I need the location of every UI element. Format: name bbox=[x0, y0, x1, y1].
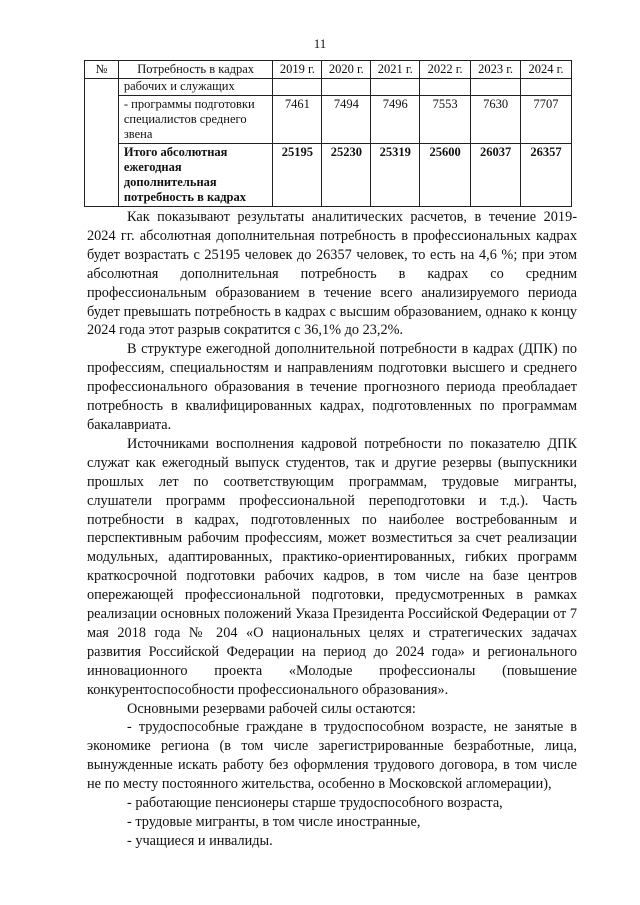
list-item: - трудоспособные граждане в трудоспособном возрасте, не занятые в экономике региона (в том числе зарегистрированные безработные, лица, вынужденные искать работу без оформления трудового договора, в том числе не по месту постоянного жительства, особенно в Московской агломерации), bbox=[87, 719, 577, 793]
header-2019: 2019 г. bbox=[273, 61, 322, 79]
staffing-needs-table bbox=[84, 60, 572, 207]
total-value-cell: 25230 bbox=[322, 144, 371, 207]
value-cell bbox=[371, 79, 420, 96]
body-text bbox=[87, 208, 577, 851]
row-number-cell bbox=[85, 79, 119, 207]
value-cell: 7553 bbox=[420, 96, 471, 144]
paragraph: В структуре ежегодной дополнительной потребности в кадрах (ДПК) по профессиям, специальностям и направлениям подготовки высшего и среднего профессионального образования в течение прогнозного периода преобладает потребность в квалифицированных кадрах, подготовленных по программам бакалавриата. bbox=[87, 341, 577, 433]
header-number: № bbox=[85, 61, 119, 79]
list-item: - трудовые мигранты, в том числе иностранные, bbox=[127, 814, 421, 830]
table-header-row bbox=[85, 61, 572, 79]
value-cell: 7630 bbox=[471, 96, 521, 144]
paragraph: Основными резервами рабочей силы остаются: bbox=[127, 700, 416, 717]
total-value-cell: 26037 bbox=[471, 144, 521, 207]
table-row bbox=[85, 79, 572, 96]
value-cell bbox=[420, 79, 471, 96]
total-value-cell: 25600 bbox=[420, 144, 471, 207]
value-cell bbox=[273, 79, 322, 96]
value-cell: 7707 bbox=[521, 96, 572, 144]
row-label: - программы подготовки специалистов среднего звена bbox=[118, 96, 273, 144]
paragraph: Как показывают результаты аналитических расчетов, в течение 2019-2024 гг. абсолютная дополнительная потребность в профессиональных кадрах будет возрастать с 25195 человек до 26357 человек, то есть на 4,6 %; при этом абсолютная дополнительная потребность в кадрах со средним профессиональным образованием в течение всего анализируемого периода будет превышать потребность в кадрах с высшим образованием, однако к концу 2024 года этот разрыв сократится с 36,1% до 23,2%. bbox=[87, 209, 577, 339]
header-2022: 2022 г. bbox=[420, 61, 471, 79]
total-value-cell: 25195 bbox=[273, 144, 322, 207]
value-cell bbox=[521, 79, 572, 96]
table-row bbox=[85, 96, 572, 144]
row-label: рабочих и служащих bbox=[118, 79, 273, 96]
value-cell: 7461 bbox=[273, 96, 322, 144]
value-cell: 7496 bbox=[371, 96, 420, 144]
value-cell bbox=[471, 79, 521, 96]
total-label: Итого абсолютная ежегодная дополнительная потребность в кадрах bbox=[118, 144, 273, 207]
total-row bbox=[85, 144, 572, 207]
header-2023: 2023 г. bbox=[471, 61, 521, 79]
list-item: - учащиеся и инвалиды. bbox=[127, 832, 273, 849]
header-need: Потребность в кадрах bbox=[118, 61, 273, 79]
header-2024: 2024 г. bbox=[521, 61, 572, 79]
value-cell bbox=[322, 79, 371, 96]
list-item: - работающие пенсионеры старше трудоспособного возраста, bbox=[127, 795, 503, 812]
paragraph: Источниками восполнения кадровой потребности по показателю ДПК служат как ежегодный выпуск студентов, так и другие резервы (выпускники прошлых лет по соответствующим программам, трудовые мигранты, слушатели программ профессиональной переподготовки и т.д.). Часть потребности в кадрах, подготовленных по наиболее востребованным и перспективным рабочим профессиям, может возместиться за счет реализации модульных, адаптированных, практико-ориентированных, гибких программ краткосрочной подготовки рабочих кадров, в том числе на базе центров опережающей профессиональной подготовки, предусмотренных в рамках реализации основных положений Указа Президента Российской Федерации от 7 мая 2018 года № 204 «О национальных целях и стратегических задачах развития Российской Федерации на период до 2024 года» и регионального инновационного проекта «Молодые профессионалы (повышение конкурентоспособности профессионального образования». bbox=[87, 435, 577, 698]
page-number: 11 bbox=[313, 36, 327, 51]
total-value-cell: 26357 bbox=[521, 144, 572, 207]
header-2021: 2021 г. bbox=[371, 61, 420, 79]
header-2020: 2020 г. bbox=[322, 61, 371, 79]
total-value-cell: 25319 bbox=[371, 144, 420, 207]
value-cell: 7494 bbox=[322, 96, 371, 144]
